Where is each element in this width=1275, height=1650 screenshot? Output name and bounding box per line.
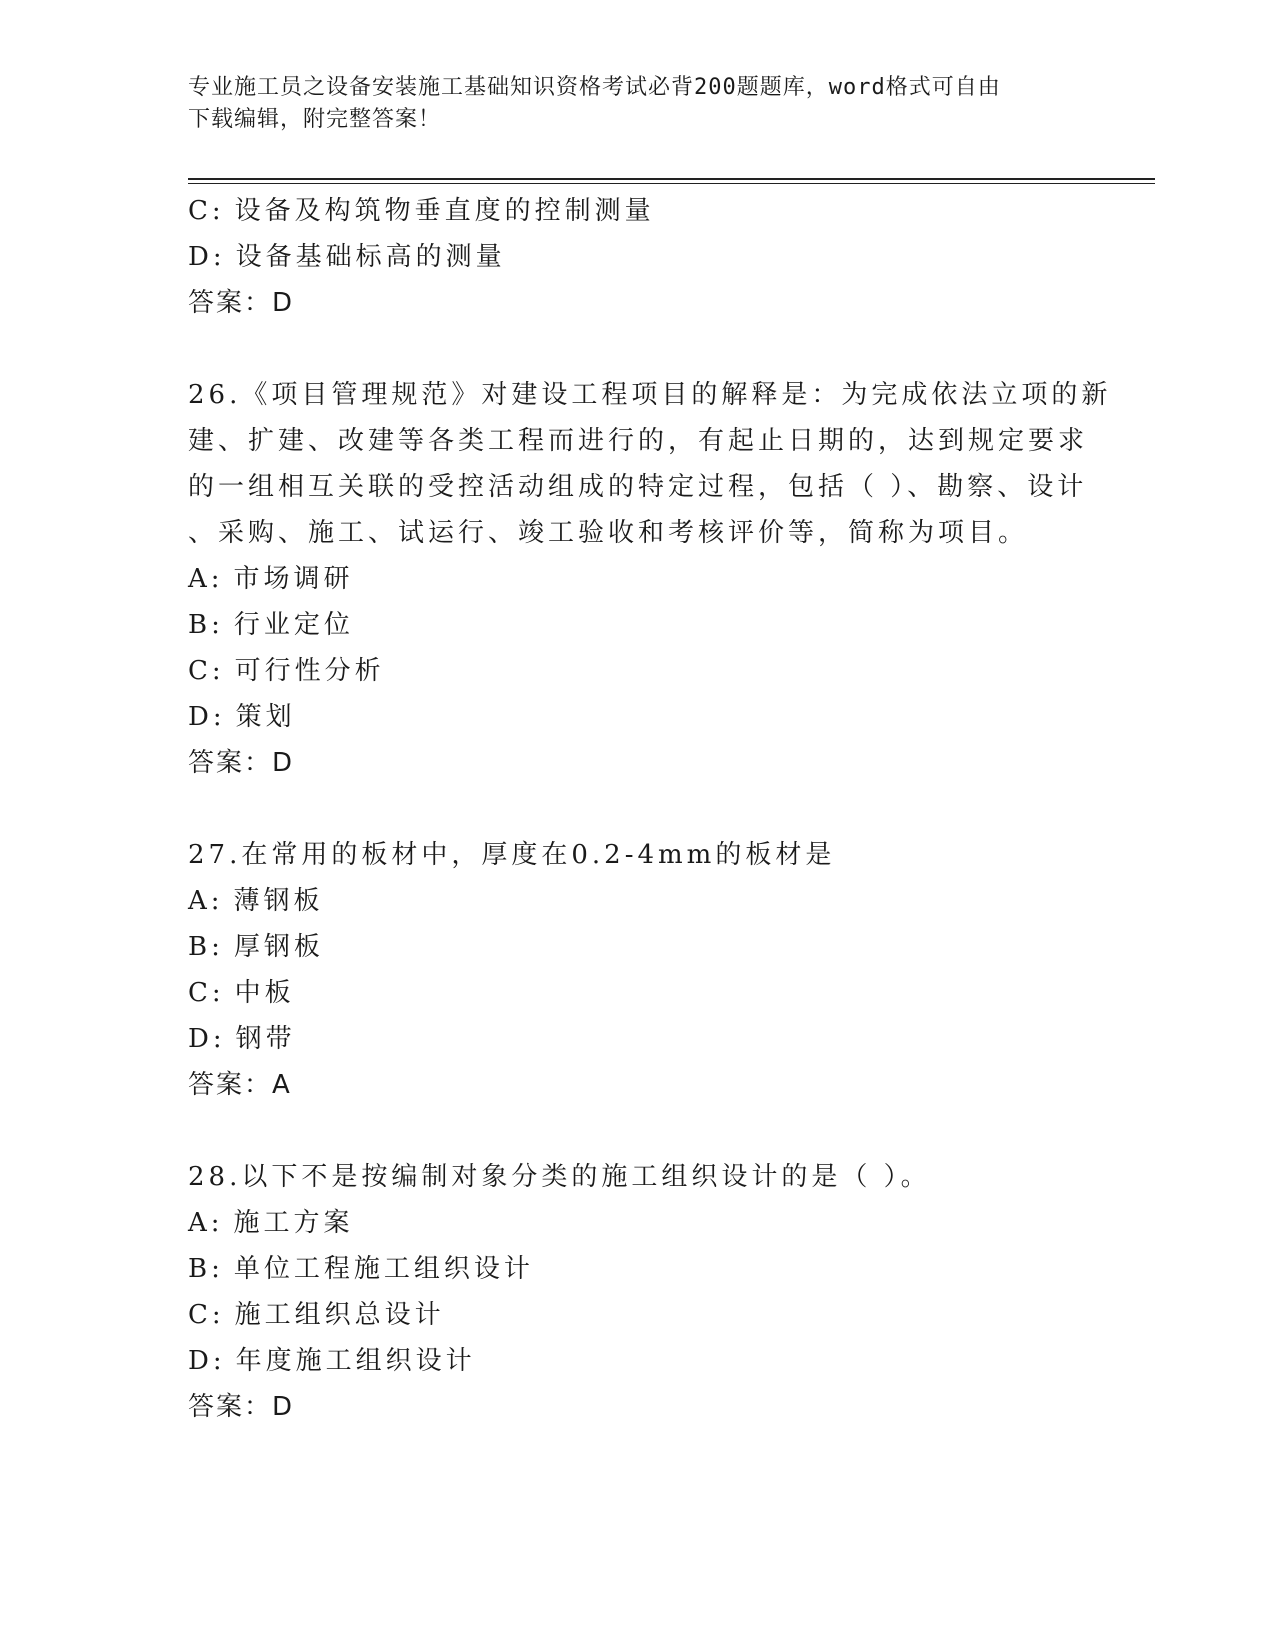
option-d — [188, 1016, 1088, 1062]
question-text-line: 28.以下不是按编制对象分类的施工组织设计的是（ ）。 — [188, 1162, 931, 1192]
option-text: 钢带 — [235, 1024, 296, 1054]
option-text: 可行性分析 — [234, 656, 385, 686]
question-text-line: 建、扩建、改建等各类工程而进行的，有起止日期的，达到规定要求 — [188, 426, 1089, 456]
option-d — [188, 694, 1088, 740]
option-separator: : — [211, 1254, 224, 1284]
option-separator: : — [212, 1024, 226, 1054]
option-letter: B — [188, 1254, 212, 1284]
option-separator: : — [211, 196, 225, 226]
answer-value: D — [272, 1392, 295, 1422]
question-27 — [188, 832, 1088, 1108]
question-26 — [188, 372, 1112, 786]
option-d — [188, 1338, 1088, 1384]
option-letter: A — [188, 886, 211, 916]
option-letter: D — [188, 1346, 213, 1376]
option-c — [188, 970, 1088, 1016]
option-separator: : — [211, 610, 224, 640]
header-line-1: 专业施工员之设备安装施工基础知识资格考试必背200题题库，word格式可自由 — [188, 75, 1001, 100]
option-letter: C — [188, 1300, 212, 1330]
option-letter: A — [188, 564, 211, 594]
spacer — [188, 1108, 1088, 1154]
option-text: 施工组织总设计 — [234, 1300, 445, 1330]
option-separator: : — [211, 932, 224, 962]
answer-label: 答案： — [188, 288, 273, 318]
option-letter: B — [188, 932, 212, 962]
document-header — [188, 72, 1088, 136]
option-letter: B — [188, 610, 212, 640]
answer-line — [188, 740, 1088, 786]
option-a — [188, 556, 1088, 602]
option-c — [188, 1292, 1088, 1338]
option-a — [188, 878, 1088, 924]
option-text: 薄钢板 — [233, 886, 324, 916]
answer-label: 答案： — [188, 1070, 273, 1100]
answer-value: A — [272, 1070, 292, 1100]
option-separator: : — [210, 1208, 224, 1238]
option-separator: : — [210, 886, 224, 916]
question-content — [188, 188, 1112, 1430]
answer-value: D — [272, 748, 295, 778]
header-divider-thick — [188, 178, 1155, 180]
option-letter: C — [188, 196, 212, 226]
option-separator: : — [212, 242, 226, 272]
option-b — [188, 602, 1088, 648]
option-text: 市场调研 — [233, 564, 354, 594]
option-text: 年度施工组织设计 — [235, 1346, 476, 1376]
question-text-line: 26.《项目管理规范》对建设工程项目的解释是：为完成依法立项的新 — [188, 380, 1112, 410]
option-separator: : — [210, 564, 224, 594]
question-text-line: 、采购、施工、试运行、竣工验收和考核评价等，简称为项目。 — [188, 518, 1029, 548]
answer-label: 答案： — [188, 748, 273, 778]
answer-line — [188, 1384, 1088, 1430]
option-text: 策划 — [235, 702, 296, 732]
header-divider-thin — [188, 183, 1155, 184]
option-text: 施工方案 — [233, 1208, 354, 1238]
option-b — [188, 1246, 1088, 1292]
answer-line — [188, 280, 1088, 326]
option-b — [188, 924, 1088, 970]
option-text: 行业定位 — [233, 610, 354, 640]
option-a — [188, 1200, 1088, 1246]
continued-question — [188, 188, 1088, 326]
spacer — [188, 326, 1088, 372]
question-text-line: 27.在常用的板材中，厚度在0.2-4mm的板材是 — [188, 840, 836, 870]
question-text-line: 的一组相互关联的受控活动组成的特定过程，包括（ ）、勘察、设计 — [188, 472, 1088, 502]
option-text: 设备基础标高的测量 — [235, 242, 506, 272]
answer-label: 答案： — [188, 1392, 273, 1422]
option-text: 单位工程施工组织设计 — [233, 1254, 534, 1284]
option-separator: : — [212, 1346, 226, 1376]
spacer — [188, 786, 1088, 832]
option-text: 厚钢板 — [233, 932, 324, 962]
option-separator: : — [212, 702, 226, 732]
option-letter: C — [188, 656, 212, 686]
option-separator: : — [211, 978, 225, 1008]
option-c — [188, 188, 1088, 234]
option-letter: D — [188, 242, 213, 272]
question-28 — [188, 1154, 1088, 1430]
option-letter: D — [188, 702, 213, 732]
option-separator: : — [211, 656, 225, 686]
header-line-2: 下载编辑，附完整答案！ — [188, 107, 442, 132]
option-letter: D — [188, 1024, 213, 1054]
option-letter: C — [188, 978, 212, 1008]
answer-value: D — [272, 288, 295, 318]
option-c — [188, 648, 1088, 694]
answer-line — [188, 1062, 1088, 1108]
option-text: 中板 — [234, 978, 295, 1008]
option-separator: : — [211, 1300, 225, 1330]
option-letter: A — [188, 1208, 211, 1238]
option-text: 设备及构筑物垂直度的控制测量 — [234, 196, 655, 226]
option-d — [188, 234, 1088, 280]
